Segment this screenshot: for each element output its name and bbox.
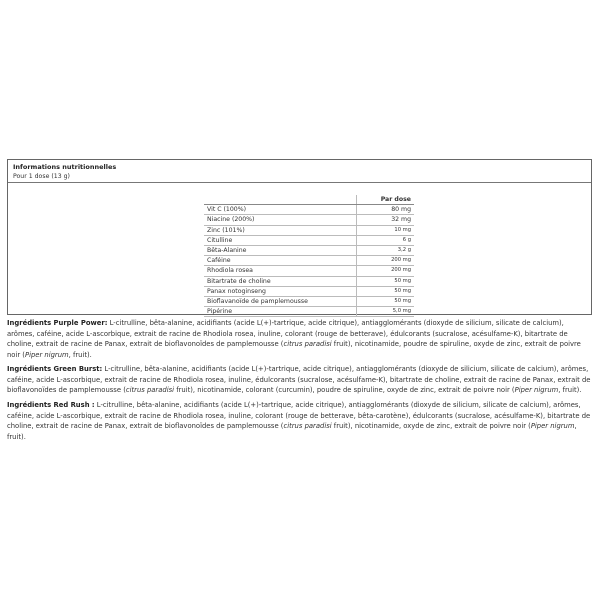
- ingredients-green-burst: [7, 364, 593, 396]
- nutrient-name: Zinc (101%): [204, 225, 357, 235]
- nutrition-table: [204, 195, 414, 317]
- nutrient-value: 6 g: [357, 235, 415, 245]
- ingredients-text: fruit), nicotinamide, oxyde de zinc, extrait de poivre noir (: [331, 422, 531, 430]
- ingredients-italic: citrus paradisi: [283, 340, 332, 348]
- nutrient-name: Rhodiola rosea: [204, 266, 357, 276]
- nutrient-name: Niacine (200%): [204, 215, 357, 225]
- ingredients-italic: citrus paradisi: [125, 386, 175, 394]
- table-row: [204, 225, 414, 235]
- table-row: [204, 296, 414, 306]
- nutrient-value: 32 mg: [357, 215, 415, 225]
- nutrient-name: Bioflavanoïde de pamplemousse: [204, 296, 357, 306]
- nutrient-value: 50 mg: [357, 286, 415, 296]
- nutrient-value: 10 mg: [357, 225, 415, 235]
- ingredients-text: L-citrulline, bêta-alanine, acidifiants (acide L(+)-tartrique, acide citrique), antiagglomérants (dioxyde de silicium, silicate de calcium), arômes, caféine, acide L-ascorbique, extrait de racine de Rhodiola rosea, inuline, colorant (rouge de betterave, bêta-carotène), édulcorants (sucralose, acésulfame-K), bitartrate de choline, extrait de racine de Panax, extrait de bioflavonoïdes de pamplemousse (: [7, 401, 591, 430]
- ingredients-label: Ingrédients Green Burst:: [7, 365, 103, 373]
- nutrient-name: Citulline: [204, 235, 357, 245]
- ingredients-text: fruit), nicotinamide, colorant (curcumin), poudre de spiruline, oxyde de zinc, extrait de poivre noir (: [174, 386, 515, 394]
- ingredients-text: , fruit).: [7, 422, 577, 441]
- panel-subtitle: Pour 1 dose (13 g): [13, 173, 70, 180]
- nutrient-value: 5,0 mg: [357, 307, 415, 317]
- nutrient-value: 50 mg: [357, 296, 415, 306]
- nutrition-panel: [7, 159, 592, 315]
- nutrient-name: Bitartrate de choline: [204, 276, 357, 286]
- ingredients-red-rush: [7, 400, 593, 442]
- table-row: [204, 205, 414, 215]
- table-row: [204, 276, 414, 286]
- table-header-per-dose: Par dose: [357, 195, 415, 205]
- nutrient-name: Bêta-Alanine: [204, 245, 357, 255]
- ingredients-text: , fruit).: [68, 350, 92, 359]
- ingredients-italic: Piper nigrum: [530, 422, 575, 430]
- table-row: [204, 235, 414, 245]
- ingredients-text: fruit), nicotinamide, poudre de spiruline, oxyde de zinc, extrait de poivre noir (: [7, 340, 581, 359]
- table-row: [204, 256, 414, 266]
- ingredients-text: L-citrulline, bêta-alanine, acidifiants (acide L(+)-tartrique, acide citrique), antiagglomérants (dioxyde de silicium, silicate de calcium), arômes, caféine, acide L-ascorbique, extrait de racine de Rhodiola rosea, inuline, édulcorants (sucralose, acésulfame-K), bitartrate de choline, extrait de racine de Panax, extrait de bioflavonoïdes de pamplemousse (: [7, 365, 591, 394]
- table-row: [204, 245, 414, 255]
- nutrient-name: Caféine: [204, 256, 357, 266]
- ingredients-text: , fruit).: [558, 386, 582, 394]
- ingredients-label: Ingrédients Purple Power:: [7, 319, 108, 327]
- nutrient-value: 200 mg: [357, 256, 415, 266]
- panel-title: Informations nutritionnelles: [13, 163, 117, 171]
- table-row: [204, 307, 414, 317]
- ingredients-italic: Piper nigrum: [24, 350, 69, 359]
- table-header-row: [204, 195, 414, 205]
- table-row: [204, 286, 414, 296]
- nutrient-value: 50 mg: [357, 276, 415, 286]
- panel-divider: [8, 182, 591, 183]
- ingredients-label: Ingrédients Red Rush :: [7, 401, 95, 409]
- ingredients-purple-power: [7, 318, 593, 360]
- table-row: [204, 215, 414, 225]
- nutrient-name: Vit C (100%): [204, 205, 357, 215]
- table-row: [204, 266, 414, 276]
- nutrient-name: Pipérine: [204, 307, 357, 317]
- table-header-empty: [204, 195, 357, 205]
- nutrient-name: Panax notoginseng: [204, 286, 357, 296]
- nutrient-value: 200 mg: [357, 266, 415, 276]
- ingredients-text: L-citrulline, bêta-alanine, acidifiants (acide L(+)-tartrique, acide citrique), antiagglomérants (dioxyde de silicium, silicate de calcium), arômes, caféine, acide L-ascorbique, extrait de racine de Rhodiola rosea, inuline, colorant (rouge de betterave), édulcorants (sucralose, acésulfame-K), bitartrate de choline, extrait de racine de Panax, extrait de bioflavonoïdes de pamplemousse (: [7, 319, 568, 348]
- ingredients-italic: citrus paradisi: [283, 422, 332, 430]
- ingredients-italic: Piper nigrum: [514, 386, 559, 394]
- nutrient-value: 3,2 g: [357, 245, 415, 255]
- nutrient-value: 80 mg: [357, 205, 415, 215]
